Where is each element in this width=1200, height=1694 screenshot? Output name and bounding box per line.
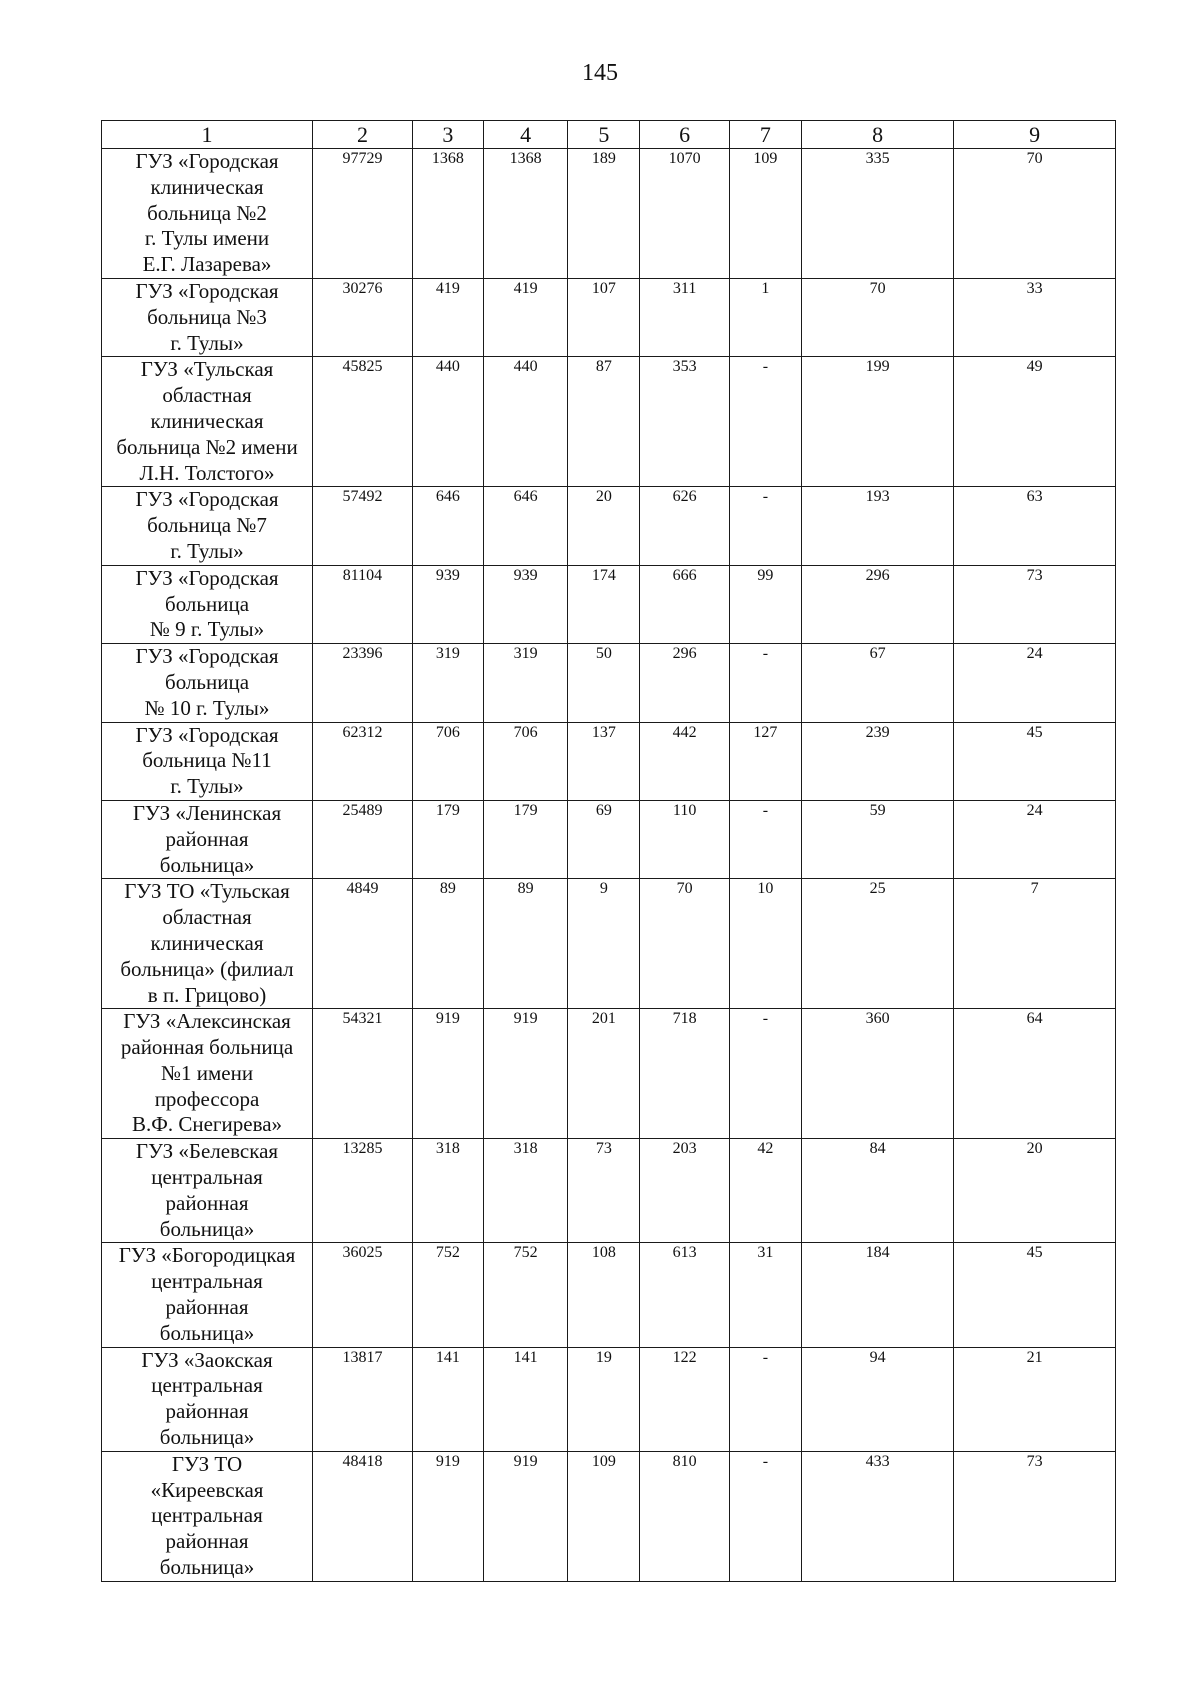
value-cell: 109 bbox=[729, 149, 801, 279]
value-cell: 73 bbox=[568, 1139, 640, 1243]
institution-name-line: районная bbox=[165, 1190, 249, 1215]
institution-name-line: больница» bbox=[159, 1216, 255, 1241]
value-cell: 718 bbox=[640, 1009, 730, 1139]
value-cell: 179 bbox=[483, 800, 567, 878]
value-cell: 919 bbox=[483, 1451, 567, 1581]
value-cell: 24 bbox=[954, 800, 1116, 878]
value-cell: 108 bbox=[568, 1243, 640, 1347]
column-header: 2 bbox=[313, 121, 413, 149]
institution-name-line: ГУЗ «Ленинская bbox=[132, 800, 282, 825]
institution-name-cell bbox=[102, 800, 313, 878]
value-cell: 296 bbox=[801, 565, 953, 643]
value-cell: 13285 bbox=[313, 1139, 413, 1243]
value-cell: 939 bbox=[412, 565, 483, 643]
value-cell: 440 bbox=[483, 357, 567, 487]
value-cell: 442 bbox=[640, 722, 730, 800]
value-cell: 59 bbox=[801, 800, 953, 878]
value-cell: 67 bbox=[801, 644, 953, 722]
value-cell: - bbox=[729, 357, 801, 487]
institution-name-line: больница» (филиал bbox=[120, 956, 294, 981]
institution-name-line: ГУЗ «Городская bbox=[135, 565, 279, 590]
value-cell: 189 bbox=[568, 149, 640, 279]
value-cell: 94 bbox=[801, 1347, 953, 1451]
value-cell: 89 bbox=[412, 879, 483, 1009]
value-cell: 19 bbox=[568, 1347, 640, 1451]
table-row bbox=[102, 800, 1116, 878]
institution-name-line: клиническая bbox=[150, 174, 264, 199]
value-cell: 97729 bbox=[313, 149, 413, 279]
column-header: 7 bbox=[729, 121, 801, 149]
value-cell: 666 bbox=[640, 565, 730, 643]
value-cell: 353 bbox=[640, 357, 730, 487]
institution-name-line: В.Ф. Снегирева» bbox=[131, 1112, 283, 1137]
institution-name-line: Е.Г. Лазарева» bbox=[142, 252, 272, 277]
table-row bbox=[102, 1347, 1116, 1451]
value-cell: 122 bbox=[640, 1347, 730, 1451]
column-header: 5 bbox=[568, 121, 640, 149]
value-cell: 87 bbox=[568, 357, 640, 487]
value-cell: 919 bbox=[412, 1451, 483, 1581]
value-cell: 318 bbox=[483, 1139, 567, 1243]
table-row bbox=[102, 1009, 1116, 1139]
institution-name-cell bbox=[102, 278, 313, 356]
column-header: 6 bbox=[640, 121, 730, 149]
institution-name-line: районная bbox=[165, 1295, 249, 1320]
column-header: 9 bbox=[954, 121, 1116, 149]
value-cell: 99 bbox=[729, 565, 801, 643]
value-cell: 706 bbox=[483, 722, 567, 800]
institution-name-line: больница №2 bbox=[147, 200, 267, 225]
column-header: 4 bbox=[483, 121, 567, 149]
table-row bbox=[102, 644, 1116, 722]
value-cell: - bbox=[729, 644, 801, 722]
value-cell: 20 bbox=[568, 487, 640, 565]
table-row bbox=[102, 1451, 1116, 1581]
value-cell: 50 bbox=[568, 644, 640, 722]
value-cell: 42 bbox=[729, 1139, 801, 1243]
institution-name-line: г. Тулы имени bbox=[144, 226, 270, 251]
institution-name-line: больница» bbox=[159, 1425, 255, 1450]
institution-name-line: больница» bbox=[159, 1320, 255, 1345]
institution-name-line: ГУЗ ТО bbox=[171, 1451, 243, 1476]
value-cell: 84 bbox=[801, 1139, 953, 1243]
value-cell: - bbox=[729, 487, 801, 565]
institution-name-line: больница bbox=[165, 591, 250, 616]
value-cell: 939 bbox=[483, 565, 567, 643]
value-cell: 419 bbox=[412, 278, 483, 356]
value-cell: - bbox=[729, 1009, 801, 1139]
institution-name-line: клиническая bbox=[150, 408, 264, 433]
table-row bbox=[102, 278, 1116, 356]
value-cell: 127 bbox=[729, 722, 801, 800]
institution-name-line: районная bbox=[165, 826, 249, 851]
value-cell: 752 bbox=[412, 1243, 483, 1347]
value-cell: 31 bbox=[729, 1243, 801, 1347]
value-cell: 20 bbox=[954, 1139, 1116, 1243]
value-cell: 810 bbox=[640, 1451, 730, 1581]
value-cell: 45 bbox=[954, 722, 1116, 800]
institution-name-line: ГУЗ «Городская bbox=[135, 722, 279, 747]
value-cell: - bbox=[729, 800, 801, 878]
value-cell: 23396 bbox=[313, 644, 413, 722]
value-cell: 203 bbox=[640, 1139, 730, 1243]
value-cell: 646 bbox=[483, 487, 567, 565]
institution-name-line: ГУЗ «Городская bbox=[135, 644, 279, 669]
value-cell: 318 bbox=[412, 1139, 483, 1243]
value-cell: 1368 bbox=[483, 149, 567, 279]
value-cell: 62312 bbox=[313, 722, 413, 800]
institution-name-line: профессора bbox=[154, 1086, 260, 1111]
institution-name-line: центральная bbox=[151, 1269, 263, 1294]
column-header: 1 bbox=[102, 121, 313, 149]
value-cell: 25 bbox=[801, 879, 953, 1009]
value-cell: 70 bbox=[954, 149, 1116, 279]
value-cell: 613 bbox=[640, 1243, 730, 1347]
institution-name-line: ГУЗ «Алексинская bbox=[123, 1009, 291, 1034]
value-cell: 109 bbox=[568, 1451, 640, 1581]
value-cell: 64 bbox=[954, 1009, 1116, 1139]
value-cell: 1 bbox=[729, 278, 801, 356]
value-cell: 70 bbox=[640, 879, 730, 1009]
institution-name-line: ГУЗ «Городская bbox=[135, 278, 279, 303]
value-cell: 45825 bbox=[313, 357, 413, 487]
institution-name-line: районная bbox=[165, 1529, 249, 1554]
institution-name-line: № 10 г. Тулы» bbox=[144, 695, 270, 720]
value-cell: 440 bbox=[412, 357, 483, 487]
institution-name-line: областная bbox=[162, 905, 252, 930]
institution-name-line: г. Тулы» bbox=[170, 330, 244, 355]
value-cell: 30276 bbox=[313, 278, 413, 356]
institution-name-cell bbox=[102, 1009, 313, 1139]
table-row bbox=[102, 357, 1116, 487]
value-cell: 919 bbox=[412, 1009, 483, 1139]
value-cell: 48418 bbox=[313, 1451, 413, 1581]
institution-name-line: ГУЗ «Богородицкая bbox=[118, 1243, 296, 1268]
institution-name-line: № 9 г. Тулы» bbox=[149, 617, 265, 642]
value-cell: 7 bbox=[954, 879, 1116, 1009]
institution-name-line: больница bbox=[165, 669, 250, 694]
value-cell: 4849 bbox=[313, 879, 413, 1009]
institution-name-cell bbox=[102, 722, 313, 800]
table-row bbox=[102, 879, 1116, 1009]
value-cell: 10 bbox=[729, 879, 801, 1009]
institution-name-line: ГУЗ «Городская bbox=[135, 487, 279, 512]
value-cell: 141 bbox=[483, 1347, 567, 1451]
value-cell: 73 bbox=[954, 1451, 1116, 1581]
institution-name-line: в п. Грицово) bbox=[147, 982, 267, 1007]
institution-name-line: ГУЗ ТО «Тульская bbox=[124, 879, 290, 904]
value-cell: 1070 bbox=[640, 149, 730, 279]
institution-name-line: больница» bbox=[159, 852, 255, 877]
value-cell: 36025 bbox=[313, 1243, 413, 1347]
column-header: 8 bbox=[801, 121, 953, 149]
value-cell: 433 bbox=[801, 1451, 953, 1581]
value-cell: 1368 bbox=[412, 149, 483, 279]
value-cell: 201 bbox=[568, 1009, 640, 1139]
value-cell: 752 bbox=[483, 1243, 567, 1347]
institution-name-line: «Киреевская bbox=[150, 1477, 264, 1502]
value-cell: 141 bbox=[412, 1347, 483, 1451]
value-cell: 360 bbox=[801, 1009, 953, 1139]
institution-name-line: больница №7 bbox=[147, 513, 267, 538]
institution-name-line: ГУЗ «Тульская bbox=[140, 357, 274, 382]
table-row bbox=[102, 565, 1116, 643]
institution-name-line: областная bbox=[162, 383, 252, 408]
value-cell: - bbox=[729, 1451, 801, 1581]
institution-name-line: клиническая bbox=[150, 930, 264, 955]
table-row bbox=[102, 1139, 1116, 1243]
value-cell: 419 bbox=[483, 278, 567, 356]
value-cell: 107 bbox=[568, 278, 640, 356]
value-cell: 919 bbox=[483, 1009, 567, 1139]
value-cell: 13817 bbox=[313, 1347, 413, 1451]
data-table bbox=[101, 120, 1116, 1582]
institution-name-line: Л.Н. Толстого» bbox=[139, 460, 275, 485]
value-cell: 89 bbox=[483, 879, 567, 1009]
value-cell: 239 bbox=[801, 722, 953, 800]
institution-name-line: центральная bbox=[151, 1165, 263, 1190]
value-cell: 57492 bbox=[313, 487, 413, 565]
value-cell: 174 bbox=[568, 565, 640, 643]
institution-name-line: больница» bbox=[159, 1555, 255, 1580]
institution-name-cell bbox=[102, 879, 313, 1009]
value-cell: 335 bbox=[801, 149, 953, 279]
table-row bbox=[102, 487, 1116, 565]
value-cell: 137 bbox=[568, 722, 640, 800]
table-row bbox=[102, 722, 1116, 800]
value-cell: 199 bbox=[801, 357, 953, 487]
institution-name-line: больница №11 bbox=[142, 748, 272, 773]
value-cell: 49 bbox=[954, 357, 1116, 487]
value-cell: 179 bbox=[412, 800, 483, 878]
value-cell: 9 bbox=[568, 879, 640, 1009]
value-cell: 70 bbox=[801, 278, 953, 356]
value-cell: 25489 bbox=[313, 800, 413, 878]
value-cell: 296 bbox=[640, 644, 730, 722]
value-cell: 63 bbox=[954, 487, 1116, 565]
institution-name-cell bbox=[102, 487, 313, 565]
institution-name-cell bbox=[102, 1243, 313, 1347]
value-cell: 646 bbox=[412, 487, 483, 565]
value-cell: 81104 bbox=[313, 565, 413, 643]
value-cell: 21 bbox=[954, 1347, 1116, 1451]
value-cell: 706 bbox=[412, 722, 483, 800]
institution-name-line: ГУЗ «Заокская bbox=[141, 1347, 273, 1372]
value-cell: 184 bbox=[801, 1243, 953, 1347]
institution-name-line: ГУЗ «Белевская bbox=[135, 1139, 279, 1164]
value-cell: 73 bbox=[954, 565, 1116, 643]
table-row bbox=[102, 149, 1116, 279]
table-row bbox=[102, 1243, 1116, 1347]
institution-name-line: центральная bbox=[151, 1373, 263, 1398]
institution-name-cell bbox=[102, 1139, 313, 1243]
institution-name-cell bbox=[102, 1451, 313, 1581]
value-cell: 69 bbox=[568, 800, 640, 878]
institution-name-line: г. Тулы» bbox=[170, 774, 244, 799]
value-cell: 24 bbox=[954, 644, 1116, 722]
institution-name-line: больница №2 имени bbox=[116, 434, 298, 459]
value-cell: 193 bbox=[801, 487, 953, 565]
institution-name-cell bbox=[102, 565, 313, 643]
value-cell: 45 bbox=[954, 1243, 1116, 1347]
value-cell: 319 bbox=[483, 644, 567, 722]
institution-name-line: ГУЗ «Городская bbox=[135, 149, 279, 173]
institution-name-cell bbox=[102, 149, 313, 279]
institution-name-line: районная больница bbox=[120, 1035, 294, 1060]
institution-name-line: г. Тулы» bbox=[170, 538, 244, 563]
institution-name-cell bbox=[102, 1347, 313, 1451]
institution-name-line: районная bbox=[165, 1399, 249, 1424]
institution-name-cell bbox=[102, 644, 313, 722]
value-cell: 319 bbox=[412, 644, 483, 722]
table-body bbox=[102, 149, 1116, 1582]
value-cell: 33 bbox=[954, 278, 1116, 356]
page-number: 145 bbox=[582, 60, 618, 86]
value-cell: 110 bbox=[640, 800, 730, 878]
value-cell: 626 bbox=[640, 487, 730, 565]
value-cell: 311 bbox=[640, 278, 730, 356]
institution-name-cell bbox=[102, 357, 313, 487]
institution-name-line: больница №3 bbox=[147, 304, 267, 329]
header-row bbox=[102, 121, 1116, 149]
institution-name-line: №1 имени bbox=[160, 1060, 254, 1085]
value-cell: - bbox=[729, 1347, 801, 1451]
institution-name-line: центральная bbox=[151, 1503, 263, 1528]
value-cell: 54321 bbox=[313, 1009, 413, 1139]
column-header: 3 bbox=[412, 121, 483, 149]
